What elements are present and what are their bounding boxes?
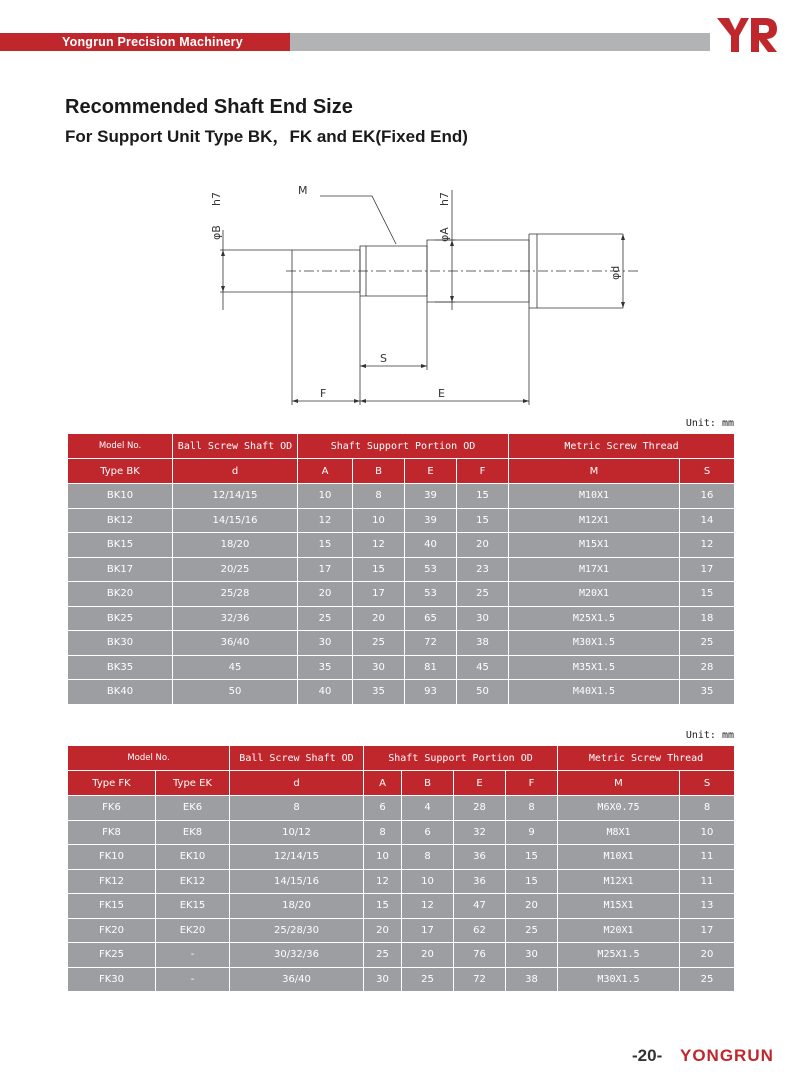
header-support-portion-od: Shaft Support Portion OD bbox=[364, 746, 558, 771]
shaft-end-drawing bbox=[190, 170, 650, 415]
table-cell: 40 bbox=[405, 533, 457, 558]
table-cell: 12 bbox=[402, 894, 454, 919]
table-cell: BK15 bbox=[68, 533, 173, 558]
table-cell: 14/15/16 bbox=[230, 869, 364, 894]
table-cell: 20 bbox=[298, 582, 353, 607]
table-cell: M6X0.75 bbox=[558, 796, 680, 821]
table-cell: 4 bbox=[402, 796, 454, 821]
table-row bbox=[68, 484, 735, 509]
table-cell: 36 bbox=[454, 845, 506, 870]
table-cell: 53 bbox=[405, 582, 457, 607]
table-cell: M12X1 bbox=[558, 869, 680, 894]
table-cell: 8 bbox=[230, 796, 364, 821]
table-cell: M20X1 bbox=[558, 918, 680, 943]
header-support-portion-od: Shaft Support Portion OD bbox=[298, 434, 509, 459]
table-row bbox=[68, 845, 735, 870]
table-cell: M15X1 bbox=[509, 533, 680, 558]
table-cell: 15 bbox=[457, 484, 509, 509]
table-cell: - bbox=[156, 943, 230, 968]
table-cell: FK20 bbox=[68, 918, 156, 943]
table-row bbox=[68, 796, 735, 821]
unit-label-bk: Unit: mm bbox=[685, 418, 734, 429]
label-phiB: φB bbox=[210, 225, 223, 240]
table-cell: 6 bbox=[402, 820, 454, 845]
table-cell: 15 bbox=[353, 557, 405, 582]
header-a: A bbox=[298, 459, 353, 484]
table-cell: M10X1 bbox=[509, 484, 680, 509]
table-cell: 32 bbox=[454, 820, 506, 845]
label-F: F bbox=[320, 387, 327, 400]
header-d: d bbox=[173, 459, 298, 484]
table-row bbox=[68, 606, 735, 631]
table-cell: 25 bbox=[457, 582, 509, 607]
table-cell: 8 bbox=[680, 796, 735, 821]
header-metric-thread: Metric Screw Thread bbox=[509, 434, 735, 459]
table-cell: 40 bbox=[298, 680, 353, 705]
table-cell: 38 bbox=[457, 631, 509, 656]
table-cell: 45 bbox=[173, 655, 298, 680]
table-cell: 30/32/36 bbox=[230, 943, 364, 968]
label-phiA: φA bbox=[438, 227, 451, 242]
header-f: F bbox=[457, 459, 509, 484]
table-cell: 25 bbox=[506, 918, 558, 943]
table-cell: 72 bbox=[454, 967, 506, 992]
table-cell: 20 bbox=[402, 943, 454, 968]
table-cell: 17 bbox=[298, 557, 353, 582]
header-model-no: Model No. bbox=[68, 746, 230, 771]
table-cell: 12 bbox=[353, 533, 405, 558]
table-cell: 20 bbox=[457, 533, 509, 558]
table-cell: 25 bbox=[402, 967, 454, 992]
table-cell: 14 bbox=[680, 508, 735, 533]
table-cell: 12/14/15 bbox=[230, 845, 364, 870]
table-row bbox=[68, 918, 735, 943]
table-cell: 15 bbox=[364, 894, 402, 919]
table-cell: 36/40 bbox=[230, 967, 364, 992]
table-cell: 11 bbox=[680, 869, 735, 894]
table-cell: 72 bbox=[405, 631, 457, 656]
table-cell: BK17 bbox=[68, 557, 173, 582]
company-logo bbox=[713, 12, 781, 58]
header-gray-band bbox=[290, 33, 710, 51]
table-row bbox=[68, 508, 735, 533]
table-cell: 15 bbox=[680, 582, 735, 607]
table-cell: 15 bbox=[457, 508, 509, 533]
table-cell: M25X1.5 bbox=[558, 943, 680, 968]
table-cell: 15 bbox=[506, 845, 558, 870]
table-cell: 20 bbox=[680, 943, 735, 968]
page-number: -20- bbox=[632, 1046, 663, 1065]
table-cell: 25 bbox=[364, 943, 402, 968]
label-E: E bbox=[438, 387, 445, 400]
table-cell: 30 bbox=[364, 967, 402, 992]
table-cell: 50 bbox=[173, 680, 298, 705]
table-row bbox=[68, 557, 735, 582]
table-cell: M30X1.5 bbox=[558, 967, 680, 992]
header-m: M bbox=[558, 771, 680, 796]
table-row bbox=[68, 533, 735, 558]
page-title: Recommended Shaft End Size bbox=[65, 96, 353, 118]
table-row bbox=[68, 869, 735, 894]
table-cell: M30X1.5 bbox=[509, 631, 680, 656]
table-cell: 30 bbox=[506, 943, 558, 968]
table-row bbox=[68, 967, 735, 992]
header-model-no: Model No. bbox=[68, 434, 173, 459]
table-cell: 6 bbox=[364, 796, 402, 821]
table-cell: M12X1 bbox=[509, 508, 680, 533]
table-cell: 16 bbox=[680, 484, 735, 509]
table-cell: 62 bbox=[454, 918, 506, 943]
table-cell: 18/20 bbox=[230, 894, 364, 919]
table-cell: 12 bbox=[364, 869, 402, 894]
label-phid: φd bbox=[609, 265, 622, 280]
footer-brand: YONGRUN bbox=[680, 1046, 774, 1065]
fk-table-body bbox=[68, 796, 735, 992]
table-cell: 25 bbox=[353, 631, 405, 656]
table-cell: 8 bbox=[506, 796, 558, 821]
table-cell: M17X1 bbox=[509, 557, 680, 582]
table-cell: 15 bbox=[298, 533, 353, 558]
label-M: M bbox=[298, 184, 308, 197]
table-cell: 20 bbox=[353, 606, 405, 631]
bk-table-body bbox=[68, 484, 735, 705]
label-h7-right: h7 bbox=[438, 192, 451, 206]
table-cell: 36 bbox=[454, 869, 506, 894]
table-cell: 12 bbox=[298, 508, 353, 533]
table-cell: 28 bbox=[454, 796, 506, 821]
table-cell: 30 bbox=[298, 631, 353, 656]
table-cell: 36/40 bbox=[173, 631, 298, 656]
header-type-fk: Type FK bbox=[68, 771, 156, 796]
table-cell: 14/15/16 bbox=[173, 508, 298, 533]
table-cell: EK6 bbox=[156, 796, 230, 821]
table-cell: EK12 bbox=[156, 869, 230, 894]
table-cell: BK35 bbox=[68, 655, 173, 680]
table-cell: 17 bbox=[680, 557, 735, 582]
header-b: B bbox=[353, 459, 405, 484]
table-cell: BK30 bbox=[68, 631, 173, 656]
table-cell: - bbox=[156, 967, 230, 992]
table-cell: 32/36 bbox=[173, 606, 298, 631]
header-a: A bbox=[364, 771, 402, 796]
table-row bbox=[68, 943, 735, 968]
table-cell: 18 bbox=[680, 606, 735, 631]
table-cell: 10 bbox=[680, 820, 735, 845]
table-cell: 35 bbox=[680, 680, 735, 705]
header-d: d bbox=[230, 771, 364, 796]
table-cell: 8 bbox=[353, 484, 405, 509]
table-row bbox=[68, 820, 735, 845]
table-cell: M15X1 bbox=[558, 894, 680, 919]
table-cell: 23 bbox=[457, 557, 509, 582]
table-cell: BK10 bbox=[68, 484, 173, 509]
table-cell: BK40 bbox=[68, 680, 173, 705]
table-cell: EK20 bbox=[156, 918, 230, 943]
table-row bbox=[68, 894, 735, 919]
label-h7-left: h7 bbox=[210, 192, 223, 206]
table-cell: M8X1 bbox=[558, 820, 680, 845]
table-cell: 25/28 bbox=[173, 582, 298, 607]
bk-spec-table bbox=[67, 433, 735, 705]
table-cell: 17 bbox=[402, 918, 454, 943]
table-cell: 17 bbox=[680, 918, 735, 943]
fk-header-row-2 bbox=[68, 771, 735, 796]
table-cell: 18/20 bbox=[173, 533, 298, 558]
table-cell: 10 bbox=[364, 845, 402, 870]
header-m: M bbox=[509, 459, 680, 484]
table-cell: FK30 bbox=[68, 967, 156, 992]
table-cell: M10X1 bbox=[558, 845, 680, 870]
table-cell: FK10 bbox=[68, 845, 156, 870]
table-cell: M40X1.5 bbox=[509, 680, 680, 705]
table-row bbox=[68, 582, 735, 607]
fk-ek-spec-table bbox=[67, 745, 735, 992]
table-cell: 9 bbox=[506, 820, 558, 845]
table-cell: 8 bbox=[402, 845, 454, 870]
table-cell: EK8 bbox=[156, 820, 230, 845]
table-cell: BK20 bbox=[68, 582, 173, 607]
table-row bbox=[68, 631, 735, 656]
table-cell: 45 bbox=[457, 655, 509, 680]
table-cell: 10/12 bbox=[230, 820, 364, 845]
fk-header-row-1 bbox=[68, 746, 735, 771]
header-e: E bbox=[405, 459, 457, 484]
table-cell: M35X1.5 bbox=[509, 655, 680, 680]
table-cell: 25 bbox=[680, 967, 735, 992]
table-cell: 17 bbox=[353, 582, 405, 607]
table-cell: M25X1.5 bbox=[509, 606, 680, 631]
label-S: S bbox=[380, 352, 387, 365]
header-s: S bbox=[680, 459, 735, 484]
table-cell: 20 bbox=[364, 918, 402, 943]
table-cell: 11 bbox=[680, 845, 735, 870]
table-cell: FK12 bbox=[68, 869, 156, 894]
bk-header-row-2 bbox=[68, 459, 735, 484]
table-cell: 81 bbox=[405, 655, 457, 680]
table-cell: FK15 bbox=[68, 894, 156, 919]
table-cell: 10 bbox=[402, 869, 454, 894]
table-cell: BK12 bbox=[68, 508, 173, 533]
table-cell: FK8 bbox=[68, 820, 156, 845]
table-cell: 50 bbox=[457, 680, 509, 705]
table-cell: 20 bbox=[506, 894, 558, 919]
table-cell: 39 bbox=[405, 484, 457, 509]
table-cell: 10 bbox=[353, 508, 405, 533]
table-cell: 76 bbox=[454, 943, 506, 968]
table-cell: 65 bbox=[405, 606, 457, 631]
table-cell: BK25 bbox=[68, 606, 173, 631]
table-cell: 30 bbox=[353, 655, 405, 680]
header-f: F bbox=[506, 771, 558, 796]
unit-label-fk: Unit: mm bbox=[685, 730, 734, 741]
bk-header-row-1 bbox=[68, 434, 735, 459]
table-cell: 25 bbox=[680, 631, 735, 656]
header-ball-screw-od: Ball Screw Shaft OD bbox=[230, 746, 364, 771]
header-e: E bbox=[454, 771, 506, 796]
table-cell: 20/25 bbox=[173, 557, 298, 582]
header-metric-thread: Metric Screw Thread bbox=[558, 746, 735, 771]
table-cell: FK6 bbox=[68, 796, 156, 821]
header-type-bk: Type BK bbox=[68, 459, 173, 484]
table-row bbox=[68, 680, 735, 705]
table-cell: EK10 bbox=[156, 845, 230, 870]
header-type-ek: Type EK bbox=[156, 771, 230, 796]
table-cell: 35 bbox=[353, 680, 405, 705]
company-name: Yongrun Precision Machinery bbox=[62, 35, 243, 49]
table-cell: 30 bbox=[457, 606, 509, 631]
shaft-a-section bbox=[427, 240, 529, 302]
table-cell: 25/28/30 bbox=[230, 918, 364, 943]
table-cell: 35 bbox=[298, 655, 353, 680]
table-cell: 38 bbox=[506, 967, 558, 992]
table-cell: 47 bbox=[454, 894, 506, 919]
header-s: S bbox=[680, 771, 735, 796]
table-cell: M20X1 bbox=[509, 582, 680, 607]
table-cell: 13 bbox=[680, 894, 735, 919]
table-cell: 15 bbox=[506, 869, 558, 894]
table-cell: 12/14/15 bbox=[173, 484, 298, 509]
header-ball-screw-od: Ball Screw Shaft OD bbox=[173, 434, 298, 459]
table-cell: 12 bbox=[680, 533, 735, 558]
table-cell: EK15 bbox=[156, 894, 230, 919]
table-row bbox=[68, 655, 735, 680]
table-cell: FK25 bbox=[68, 943, 156, 968]
table-cell: 93 bbox=[405, 680, 457, 705]
table-cell: 8 bbox=[364, 820, 402, 845]
table-cell: 28 bbox=[680, 655, 735, 680]
page-subtitle: For Support Unit Type BK，FK and EK(Fixed End) bbox=[65, 127, 468, 146]
header-b: B bbox=[402, 771, 454, 796]
table-cell: 25 bbox=[298, 606, 353, 631]
table-cell: 53 bbox=[405, 557, 457, 582]
table-cell: 10 bbox=[298, 484, 353, 509]
table-cell: 39 bbox=[405, 508, 457, 533]
